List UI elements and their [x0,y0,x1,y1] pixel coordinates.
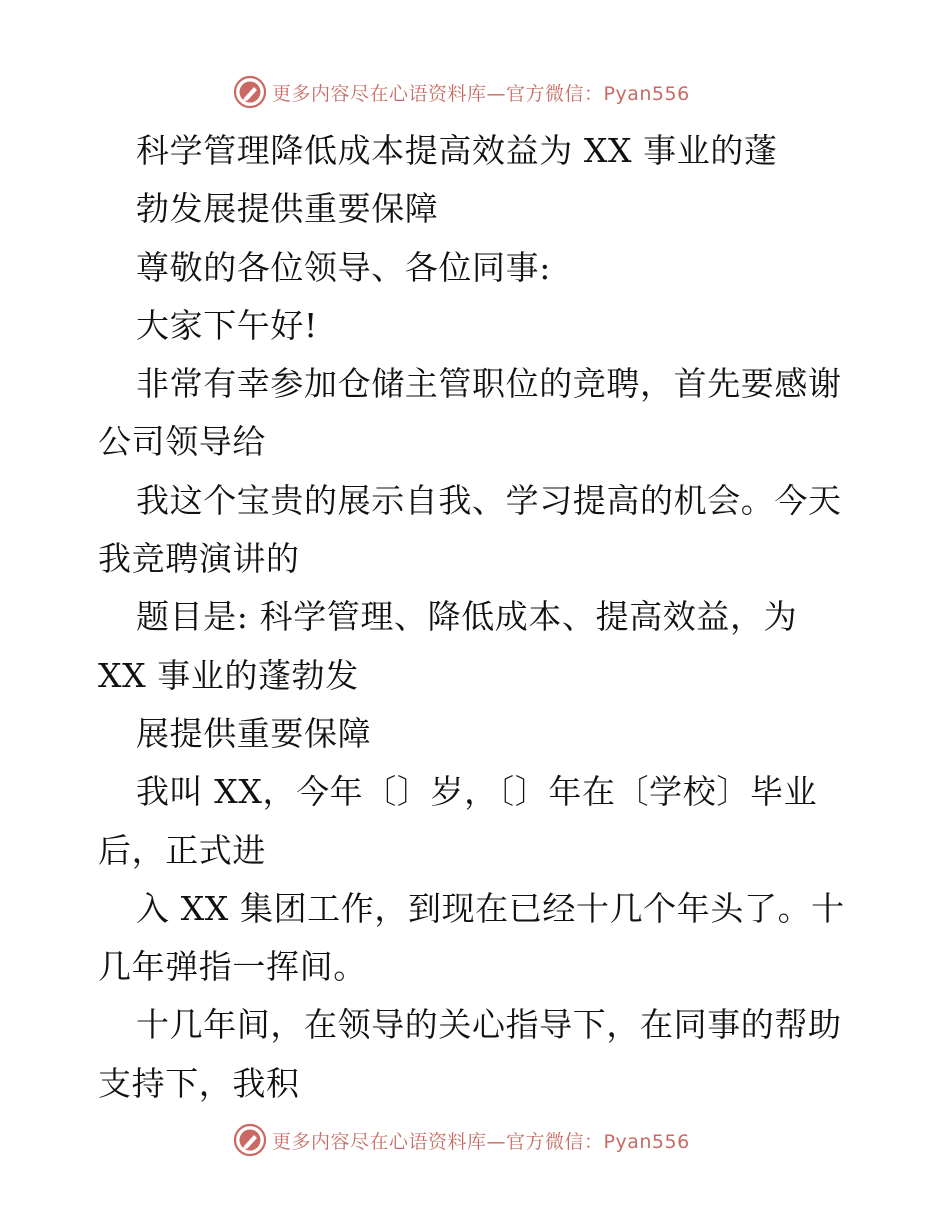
red-seal-pen-icon [233,1123,267,1157]
header-watermark [233,72,690,112]
paragraph-line: 我叫 XX，今年〔〕岁，〔〕年在〔学校〕毕业 [136,772,818,812]
title-line-2: 勃发展提供重要保障 [136,189,439,229]
watermark-text: 更多内容尽在心语资料库—官方微信：Pyan556 [272,82,690,105]
paragraph-line: 我竞聘演讲的 [98,539,300,579]
paragraph-line: 十几年间，在领导的关心指导下，在同事的帮助 [136,1005,842,1045]
paragraph-line: 题目是: 科学管理、降低成本、提高效益，为 [136,597,798,637]
paragraph-line: 非常有幸参加仓储主管职位的竞聘，首先要感谢 [136,364,842,404]
paragraph-line: 我这个宝贵的展示自我、学习提高的机会。今天 [136,480,842,520]
document-body [98,122,888,1113]
paragraph-line: 展提供重要保障 [136,713,372,753]
red-seal-pen-icon [233,75,267,109]
greeting: 大家下午好! [136,305,318,345]
paragraph-line: 公司领导给 [98,422,266,462]
title-line-1: 科学管理降低成本提高效益为 XX 事业的蓬 [136,131,778,170]
footer-watermark [233,1120,690,1160]
paragraph-line: 支持下，我积 [98,1063,300,1103]
paragraph-line: 入 XX 集团工作，到现在已经十几个年头了。十 [136,888,845,928]
paragraph-line: 几年弹指一挥间。 [98,947,367,987]
watermark-text: 更多内容尽在心语资料库—官方微信：Pyan556 [272,1130,690,1153]
paragraph-line: XX 事业的蓬勃发 [98,655,359,695]
paragraph-line: 后，正式进 [98,830,266,870]
salutation: 尊敬的各位领导、各位同事: [136,247,551,287]
